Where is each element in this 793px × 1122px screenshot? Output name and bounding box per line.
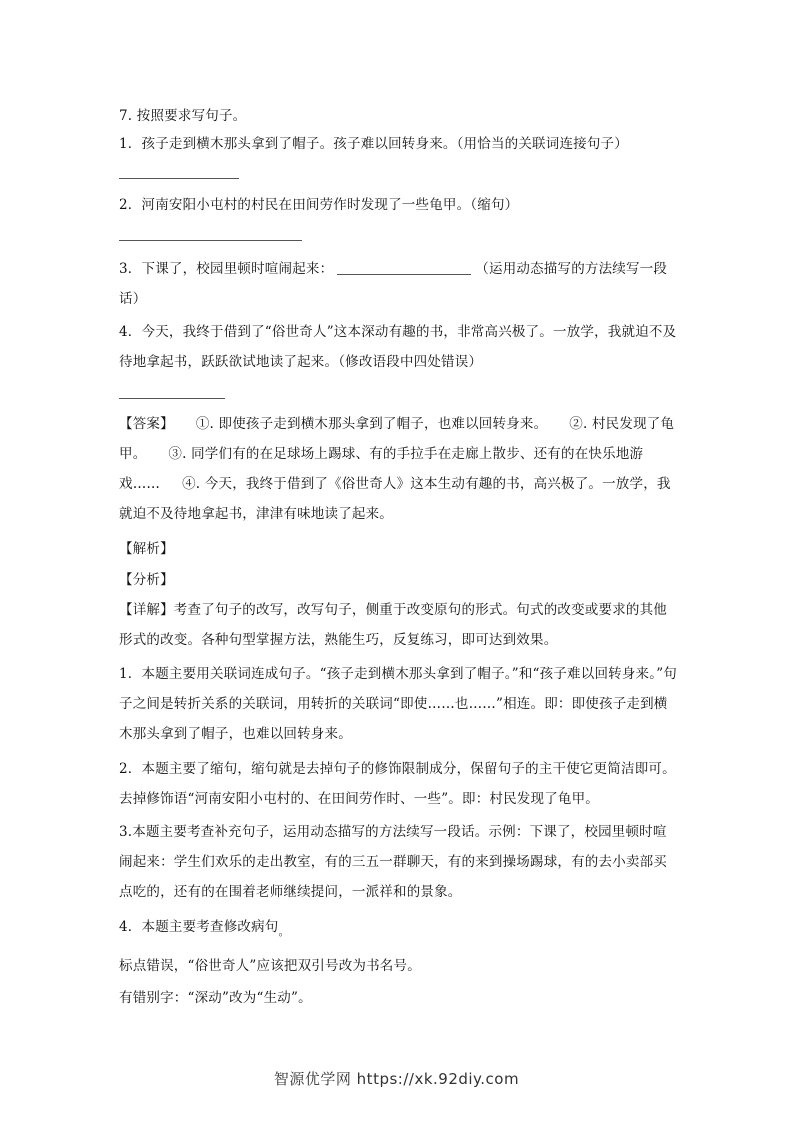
analysis-point-1: 1．本题主要用关联词连成句子。“孩子走到横木那头拿到了帽子。”和“孩子难以回转身来。”句子之间是转折关系的关联词，用转折的关联词“即使……也……”相连。即：即使孩子走到横木那头拿到了帽子，也难以回转身来。 [119,666,677,742]
footer-watermark: 智源优学网 https://xk.92diy.com [273,1070,520,1088]
answer-blank-2 [119,240,302,241]
analysis-point-4 [119,912,679,947]
analysis-point-6: 有错别字：“深动”改为“生动”。 [119,990,312,1006]
analysis-point-3: 3.本题主要考查补充句子，运用动态描写的方法续写一段话。示例：下课了，校园里顿时喧闹起来：学生们欢乐的走出教室，有的三五一群聊天，有的来到操场踢球，有的去小卖部买点吃的，还有的在围着老师继续提问，一派祥和的景象。 [119,824,667,900]
answer-1: ①. 即使孩子走到横木那头拿到了帽子，也难以回转身来。 [195,416,548,432]
question-4: 4．今天，我终于借到了“俗世奇人”这本深动有趣的书，非常高兴极了。一放学，我就迫不及待地拿起书，跃跃欲试地读了起来。（修改语段中四处错误） [119,324,677,370]
analysis-point-4-text: 4．本题主要考查修改病句 [119,919,279,935]
question-2: 2．河南安阳小屯村的村民在田间劳作时发现了一些龟甲。（缩句） [119,197,519,213]
answer-label: 【答案】 [119,416,174,432]
answer-blank-3 [337,260,471,275]
detail-paragraph: 【详解】考查了句子的改写，改写句子，侧重于改变原句的形式。句式的改变或要求的其他形式的改变。各种句型掌握方法，熟能生巧，反复练习，即可达到效果。 [119,602,667,648]
analysis-point-2: 2．本题主要了缩句，缩句就是去掉句子的修饰限制成分，保留句子的主干使它更简洁即可。去掉修饰语“河南安阳小屯村的、在田间劳作时、一些”。即：村民发现了龟甲。 [119,761,676,807]
analysis-label: 【解析】 [119,541,174,557]
question-1: 1．孩子走到横木那头拿到了帽子。孩子难以回转身来。（用恰当的关联词连接句子） [119,136,628,152]
analysis-point-5: 标点错误，“俗世奇人”应该把双引号改为书名号。 [119,958,421,974]
question-3 [119,254,679,314]
answer-blank-4 [119,398,225,399]
question-3-suffix: （运用动态描写的方法续写一段话） [119,261,668,307]
analysis-point-4-mark: 。 [278,925,290,938]
answer-block [119,409,679,529]
answer-blank-1 [119,178,239,179]
answer-3: ③. 同学们有的在足球场上踢球、有的手拉手在走廊上散步、还有的在快乐地游戏…… [119,446,644,492]
question-title: 7. 按照要求写句子。 [119,108,247,124]
answer-2: ②. 村民发现了龟甲。 [119,416,675,462]
fenxi-label: 【分析】 [119,572,174,588]
question-3-prefix: 3．下课了，校园里顿时喧闹起来： [119,261,334,277]
answer-4: ④. 今天，我终于借到了《俗世奇人》这本生动有趣的书，高兴极了。一放学，我就迫不及待地拿起书，津津有味地读了起来。 [119,476,671,522]
